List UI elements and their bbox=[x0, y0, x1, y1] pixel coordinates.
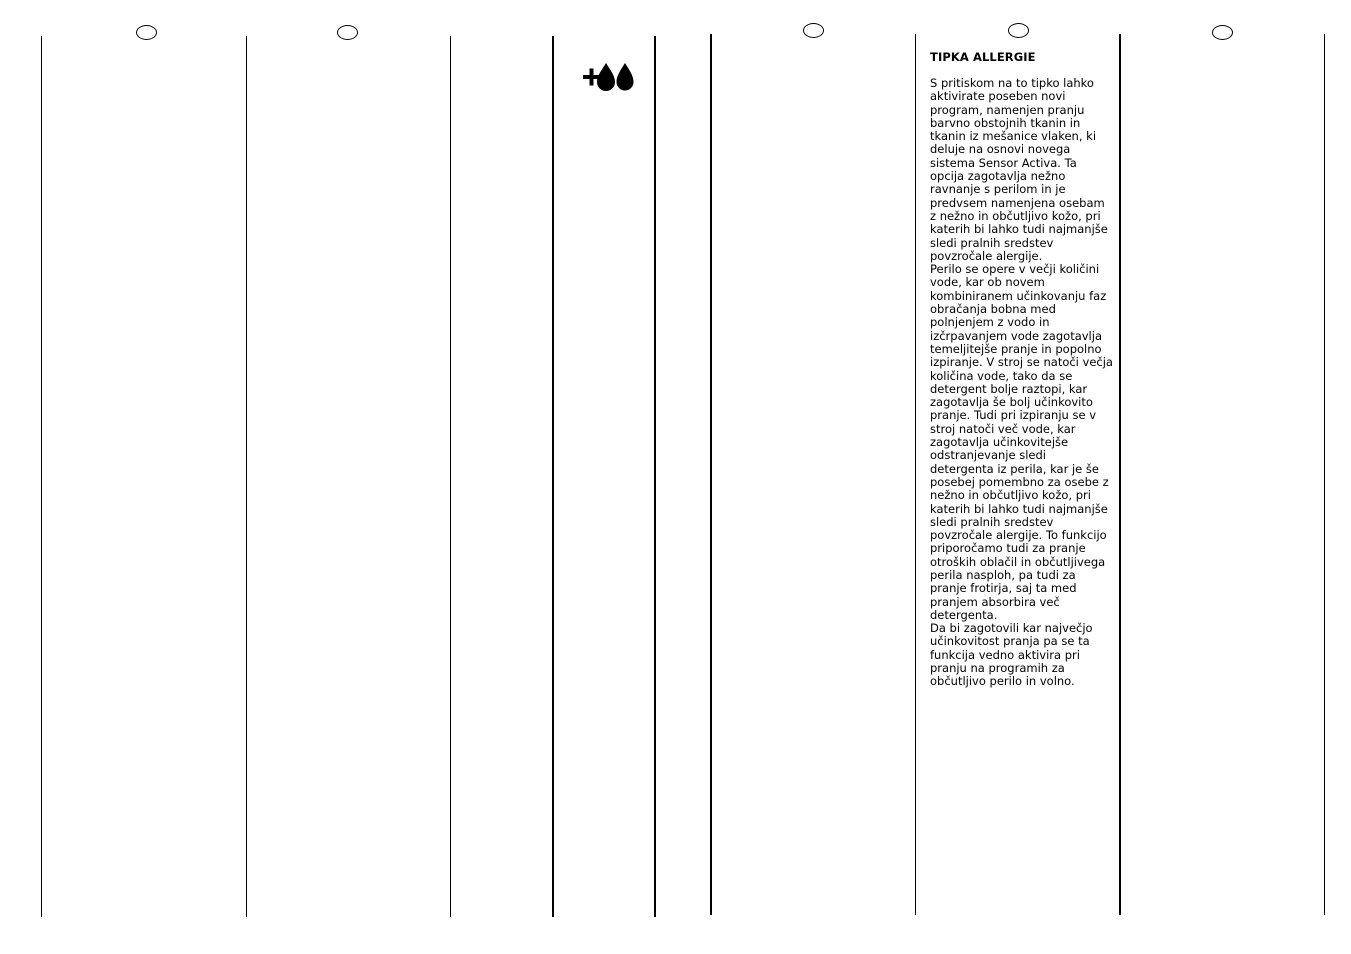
paragraph: Perilo se opere v večji količini vode, kar ob novem kombiniranem učinkovanju faz obračanja bobna med polnjenjem z vodo in izčrpavanjem vode zagotavlja temeljitejše pranje in popolno izpiranje. V stroj se natoči večja količina vode, tako da se detergent bolje raztopi, kar zagotavlja še bolj učinkovito pranje. Tudi pri izpiranju se v stroj natoči več vode, kar zagotavlja učinkovitejše odstranjevanje sledi detergenta iz perila, kar je še posebej pomembno za osebe z nežno in občutljivo kožo, pri katerih bi lahko tudi najmanjše sledi pralnih sredstev povzročale alergije. To funkcijo priporočamo tudi za pranje otroških oblačil in občutljivega perila nasploh, pa tudi za pranje frotirja, saj ta med pranjem absorbira več detergenta. bbox=[930, 262, 1113, 622]
column-divider bbox=[710, 34, 712, 915]
paragraph: S pritiskom na to tipko lahko aktivirate poseben novi program, namenjen pranju barvno obstojnih tkanin in tkanin iz mešanice vlaken, ki deluje na osnovi novega sistema Sensor Activa. Ta opcija zagotavlja nežno ravnanje s perilom in je predvsem namenjena osebam z nežno in občutljivo kožo, pri katerih bi lahko tudi najmanjše sledi pralnih sredstev povzročale alergije. bbox=[930, 76, 1108, 263]
column-divider bbox=[1119, 34, 1121, 915]
section-heading: TIPKA ALLERGIE bbox=[930, 50, 1036, 64]
column-divider bbox=[654, 36, 656, 917]
column-divider bbox=[915, 34, 916, 915]
language-marker-icon bbox=[803, 23, 824, 38]
column-divider bbox=[552, 36, 554, 917]
column-divider bbox=[41, 36, 42, 917]
language-marker-icon bbox=[337, 25, 358, 40]
allergie-section bbox=[930, 50, 1113, 689]
column-divider bbox=[246, 36, 247, 917]
language-marker-icon bbox=[1212, 25, 1233, 40]
plus-water-drops-icon bbox=[582, 62, 636, 92]
language-marker-icon bbox=[1008, 23, 1029, 38]
column-divider bbox=[1324, 34, 1325, 915]
paragraph: Da bi zagotovili kar največjo učinkovitost pranja pa se ta funkcija vedno aktivira pri pranju na programih za občutljivo perilo in volno. bbox=[930, 621, 1093, 689]
column-divider bbox=[450, 36, 451, 917]
language-marker-icon bbox=[136, 25, 157, 40]
